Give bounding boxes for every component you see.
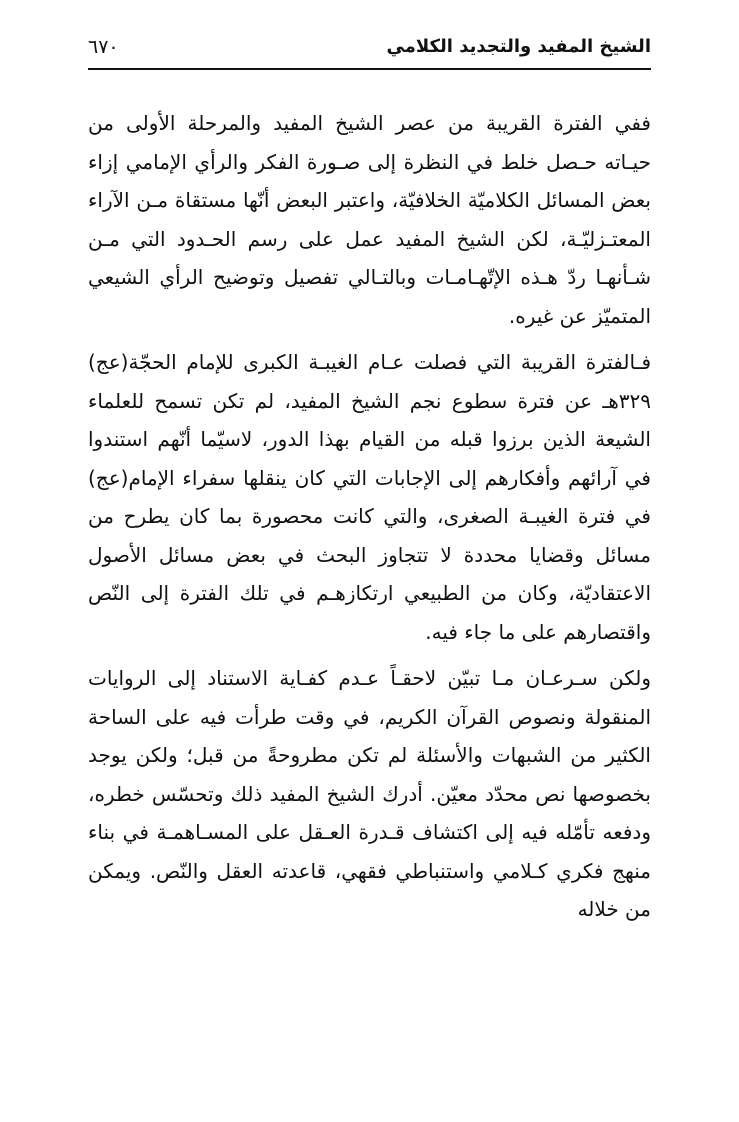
paragraph-1: ففي الفترة القريبة من عصر الشيخ المفيد والمرحلة الأولى من حيـاته حـصل خلط في النظرة إلى صـورة الفكر والرأي الإمامي إزاء بعض المسائل الكلاميّة الخلافيّة، واعتبر البعض أنّها مستقاة مـن الآراء المعتـزليّـة، لكن الشيخ المفيد عمل على رسم الحـدود التي مـن شـأنهـا ردّ هـذه الإتّهـامـات وبالتـالي تفصيل وتوضيح الرأي الشيعي المتميّز عن غيره. (88, 111, 651, 328)
page-body (88, 104, 651, 937)
page-header (88, 30, 651, 70)
page-number: ٦٧٠ (88, 36, 119, 58)
running-title: الشيخ المفيد والتجديد الكلامي (386, 36, 651, 57)
paragraph-3: ولكن سـرعـان مـا تبيّن لاحقـاً عـدم كفـاية الاستناد إلى الروايات المنقولة ونصوص القرآن الكريم، في وقت طرأت فيه على الساحة الكثير من الشبهات والأسئلة لم تكن مطروحةً من قبل؛ ولكن يوجد بخصوصها نص محدّد معيّن. أدرك الشيخ المفيد ذلك وتحسّس خطره، ودفعه تأمّله فيه إلى اكتشاف قـدرة العـقل على المسـاهمـة في بناء منهج فكري كـلامي واستنباطي فقهي، قاعدته العقل والنّص. ويمكن من خلاله (88, 666, 651, 921)
paragraph-2: فـالفترة القريبة التي فصلت عـام الغيبـة الكبرى للإمام الحجّة(عج) ٣٢٩هـ عن فترة سطوع نجم الشيخ المفيد، لم تكن تسمح للعلماء الشيعة الذين برزوا قبله من القيام بهذا الدور، لاسيّما أنّهم استندوا في آرائهم وأفكارهم إلى الإجابات التي كان ينقلها سفراء الإمام(عج) في فترة الغيبـة الصغرى، والتي كانت محصورة بما كان يطرح من مسائل وقضايا محددة لا تتجاوز البحث في بعض مسائل الأصول الاعتقاديّة، وكان من الطبيعي ارتكازهـم في تلك الفترة إلى النّص واقتصارهم على ما جاء فيه. (88, 350, 651, 644)
